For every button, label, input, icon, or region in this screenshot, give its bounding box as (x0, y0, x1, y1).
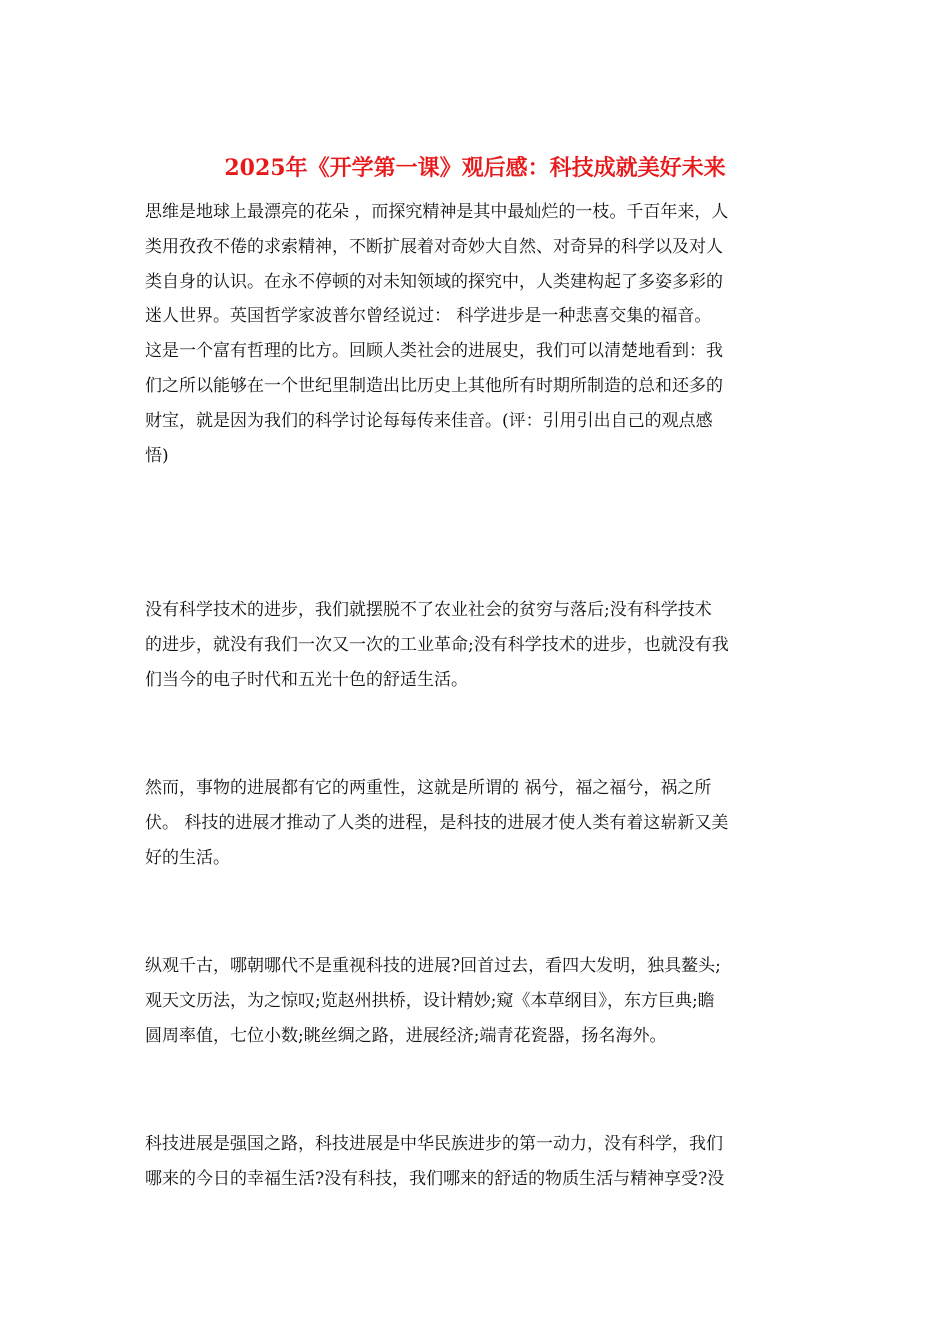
document-title: 2025年《开学第一课》观后感：科技成就美好未来 (224, 155, 726, 181)
paragraph-line: 思维是地球上最漂亮的花朵 ，而探究精神是其中最灿烂的一枝。千百年来，人 (145, 202, 729, 222)
paragraph-3 (145, 771, 813, 875)
paragraph-line: 然而，事物的进展都有它的两重性，这就是所谓的 祸兮，福之福兮，祸之所 (145, 778, 712, 798)
paragraph-line: 没有科学技术的进步，我们就摆脱不了农业社会的贫穷与落后;没有科学技术 (145, 600, 712, 620)
paragraph-line: 迷人世界。英国哲学家波普尔曾经说过： 科学进步是一种悲喜交集的福音。 (145, 306, 712, 327)
paragraph-line: 类自身的认识。在永不停顿的对未知领域的探究中，人类建构起了多姿多彩的 (145, 271, 723, 292)
paragraph-line: 纵观千古，哪朝哪代不是重视科技的进展?回首过去，看四大发明，独具鳌头; (145, 956, 721, 976)
paragraph-line: 这是一个富有哲理的比方。回顾人类社会的进展史，我们可以清楚地看到：我 (145, 341, 723, 362)
paragraph-line: 科技进展是强国之路，科技进展是中华民族进步的第一动力，没有科学，我们 (145, 1134, 723, 1154)
paragraph-line: 伏。 科技的进展才推动了人类的进程，是科技的进展才使人类有着这崭新又美 (145, 812, 729, 833)
paragraph-line: 财宝，就是因为我们的科学讨论每每传来佳音。(评：引用引出自己的观点感 (145, 410, 713, 431)
paragraph-line: 的进步，就没有我们一次又一次的工业革命;没有科学技术的进步，也就没有我 (145, 634, 729, 655)
paragraph-line: 类用孜孜不倦的求索精神，不断扩展着对奇妙大自然、对奇异的科学以及对人 (145, 236, 723, 257)
paragraph-line: 悟) (145, 445, 169, 466)
paragraph-line: 观天文历法，为之惊叹;览赵州拱桥，设计精妙;窥《本草纲目》，东方巨典;瞻 (145, 990, 715, 1011)
paragraph-line: 好的生活。 (145, 847, 230, 868)
paragraph-line: 哪来的今日的幸福生活?没有科技，我们哪来的舒适的物质生活与精神享受?没 (145, 1168, 725, 1189)
paragraph-4 (145, 949, 813, 1053)
paragraph-line: 们当今的电子时代和五光十色的舒适生活。 (145, 669, 468, 690)
paragraph-5 (145, 1127, 813, 1197)
paragraph-line: 们之所以能够在一个世纪里制造出比历史上其他所有时期所制造的总和还多的 (145, 375, 723, 396)
paragraph-2 (145, 593, 813, 697)
paragraph-1 (145, 195, 813, 473)
paragraph-line: 圆周率值，七位小数;眺丝绸之路，进展经济;端青花瓷器，扬名海外。 (145, 1025, 667, 1046)
